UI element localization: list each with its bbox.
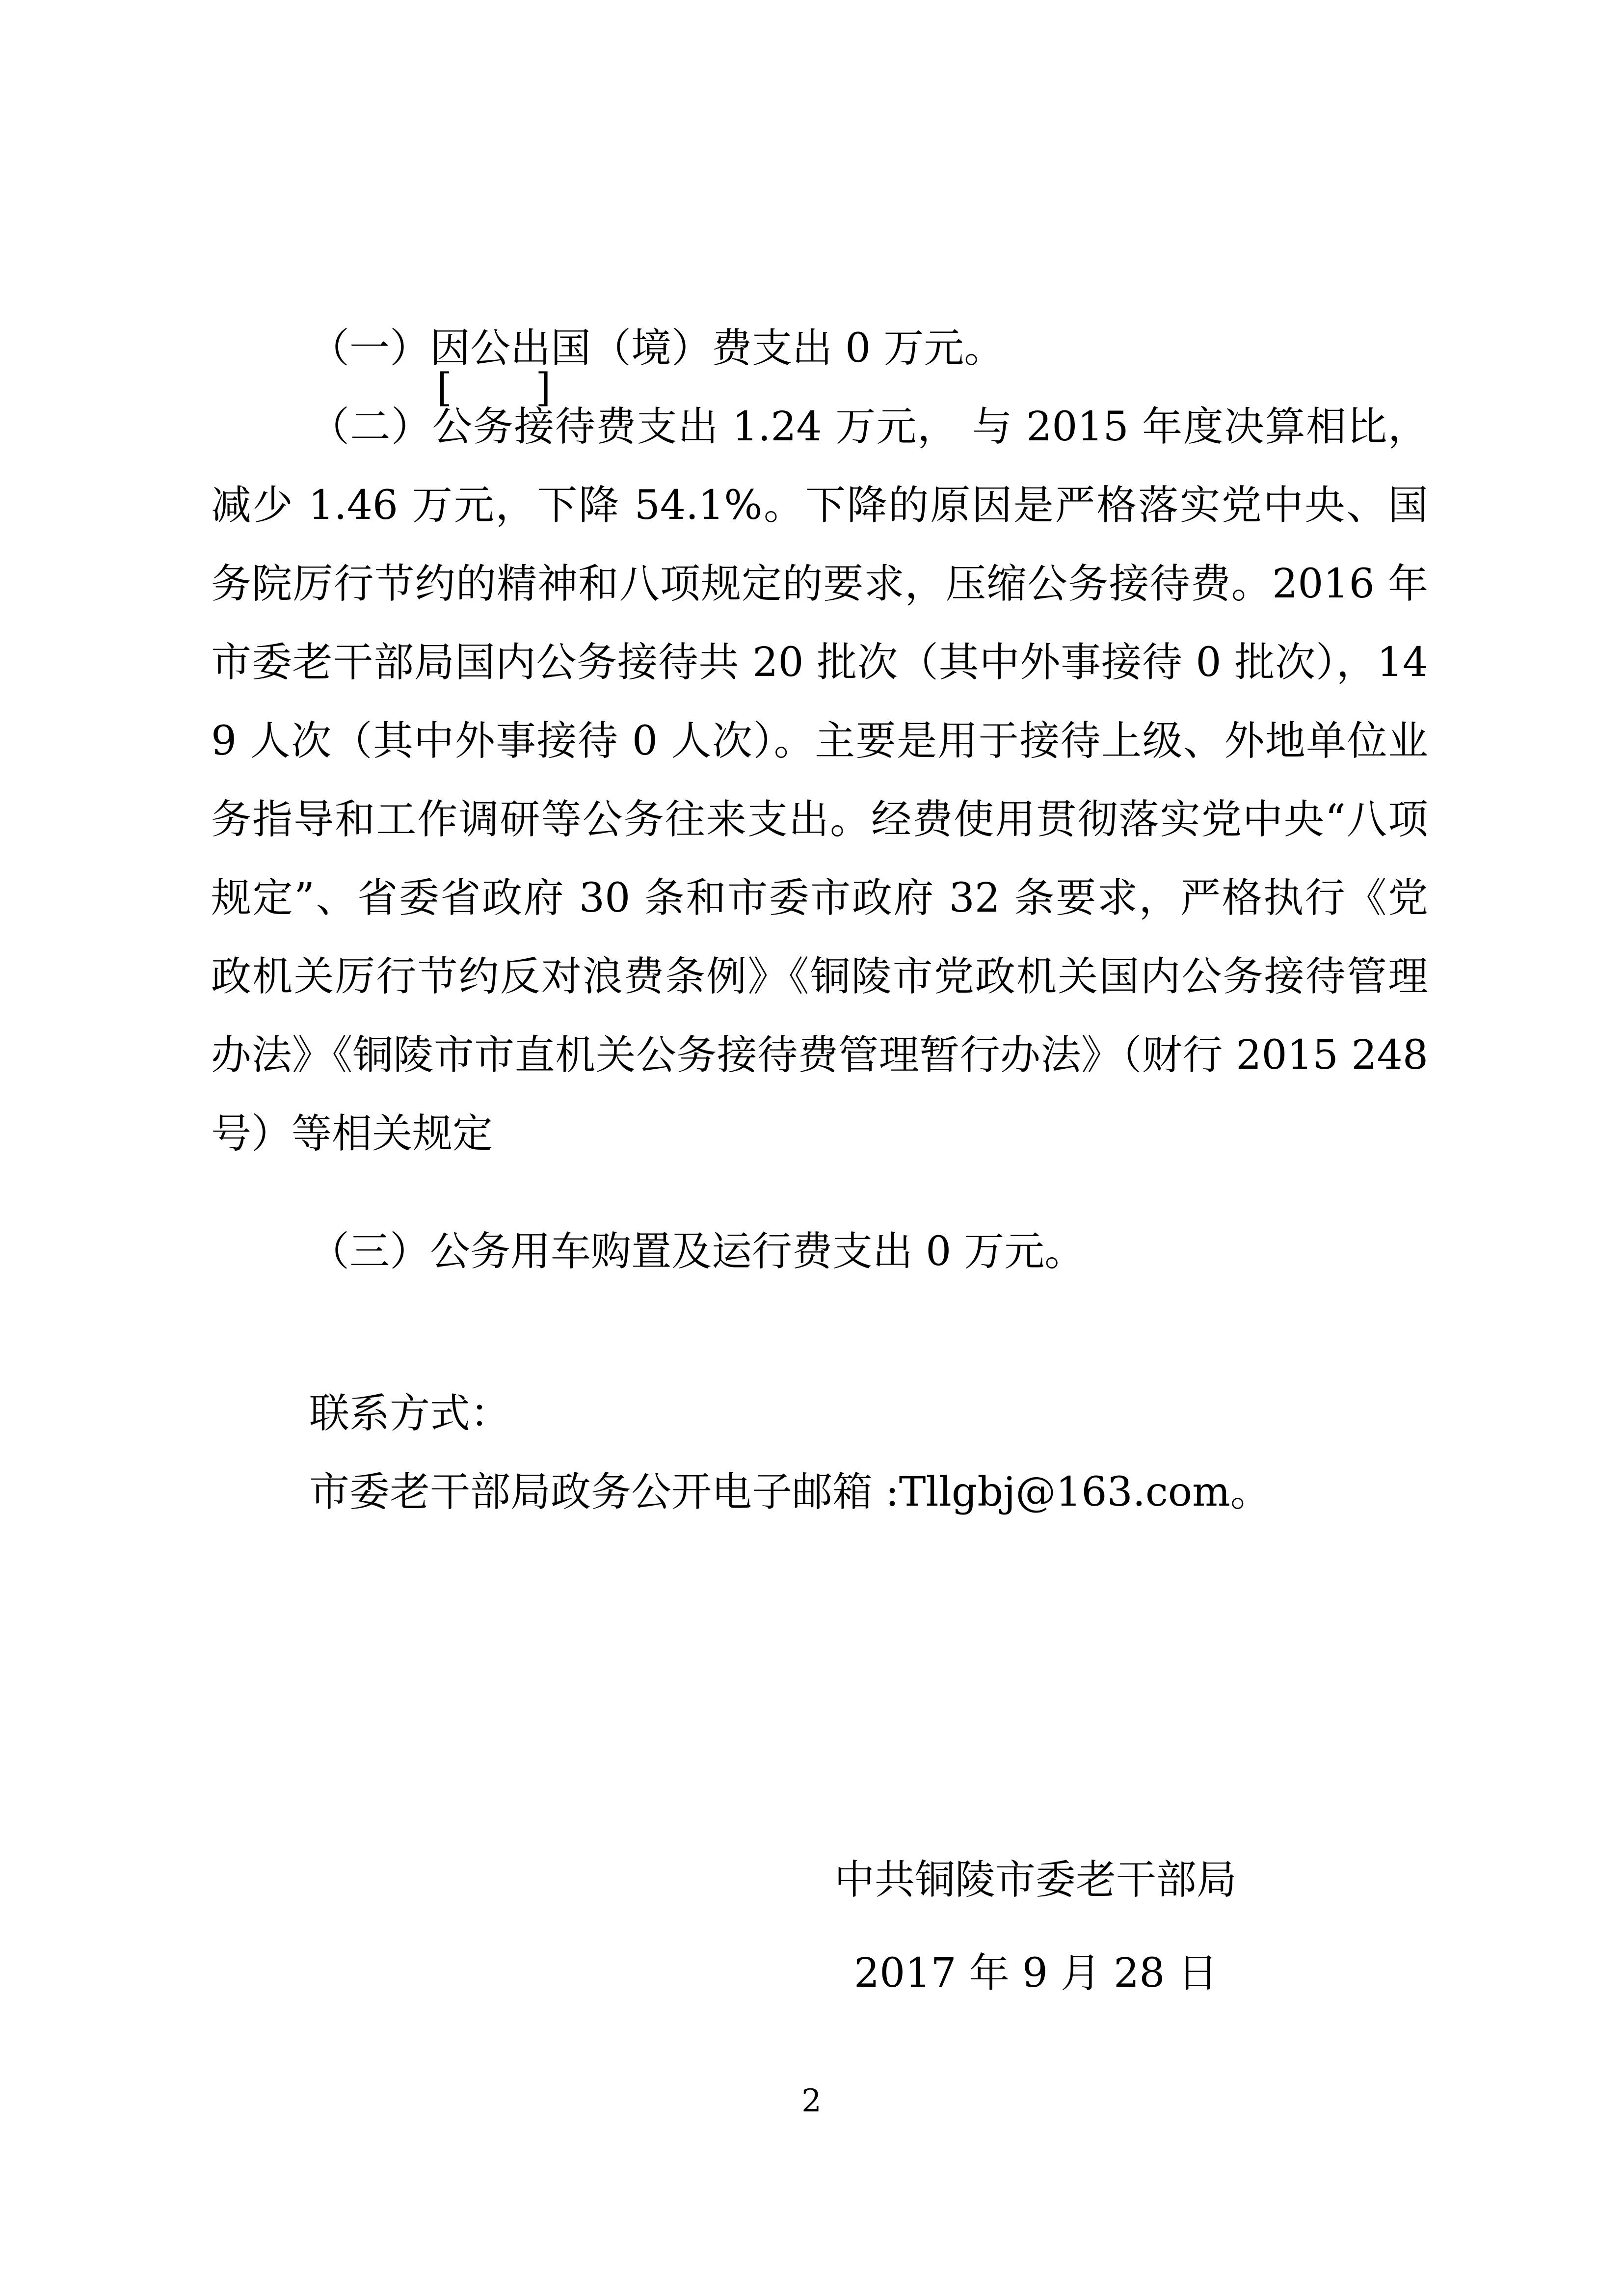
section-official-reception: （二）公务接待费支出 1.24 万元， 与 2015 年度决算相比，减少 1.46 万元，下降 54.1%。下降的原因是严格落实党中央、国务院厉行节约的精神和八项规定的要求，压缩公务接待费。2016 年市委老干部局国内公务接待共 20 批次（其中外事接待 0 批次），149 人次（其中外事接待 0 人次）。主要是用于接待上级、外地单位业务指导和工作调研等公务往来支出。经费使用贯彻落实党中央“八项规定”、省委省政府 30 条和市委市政府 32 条要求，严格执行《党政机关厉行节约反对浪费条例》《铜陵市党政机关国内公务接待管理办法》《铜陵市市直机关公务接待费管理暂行办法》（财行 2015 248 号）等相关规定 [211,404,1428,1157]
contact-email-line: 市委老干部局政务公开电子邮箱 :Tllgbj@163.com。 [309,1469,1271,1515]
signature-organization: 中共铜陵市委老干部局 [834,1857,1237,1903]
left-bracket: [ [437,365,452,410]
section-public-travel-abroad: （一）因公出国（境）费支出 0 万元。 [309,325,1005,372]
signature-date: 2017 年 9 月 28 日 [854,1950,1218,1997]
contact-label: 联系方式： [309,1390,511,1437]
page-number: 2 [801,2083,822,2119]
section-official-vehicle: （三）公务用车购置及运行费支出 0 万元。 [309,1228,1085,1275]
right-bracket: ] [535,365,551,410]
